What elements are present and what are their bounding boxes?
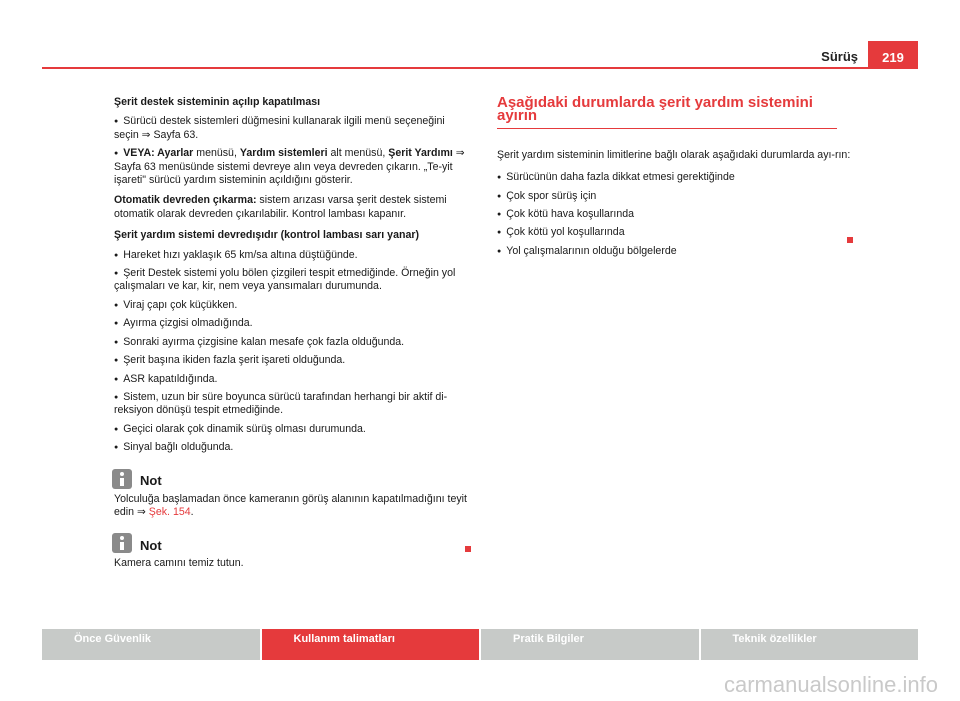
chapter-title: Sürüş bbox=[821, 49, 858, 64]
heading-inactive-conditions: Şerit yardım sistemi devredışıdır (kontrol lambası sarı yanar) bbox=[114, 229, 419, 242]
info-icon bbox=[112, 469, 132, 489]
paragraph-auto-disable: Otomatik devreden çıkarma: sistem arızası varsa şerit destek sistemi otomatik olarak devreden çıkarılabilir. Kontrol lambası kapanır. bbox=[114, 194, 447, 220]
bullet-item: ● Ayırma çizgisi olmadığında. bbox=[114, 317, 467, 330]
figure-link[interactable]: Şek. 154 bbox=[148, 505, 191, 518]
tab-operating-instructions[interactable]: Kullanım talimatları bbox=[262, 629, 480, 660]
note-box bbox=[114, 463, 467, 520]
bullet-item: ● Sürücünün daha fazla dikkat etmesi gerektiğinde bbox=[497, 171, 854, 184]
bullet-item: ● Sürücü destek sistemleri düğmesini kullanarak ilgili menü seçeneğini seçin ⇒ Sayfa 63. bbox=[114, 115, 467, 142]
bullet-item: ● Hareket hızı yaklaşık 65 km/sa altına düştüğünde. bbox=[114, 249, 467, 262]
chapter-nav bbox=[42, 629, 918, 660]
note-title: Not bbox=[140, 537, 162, 553]
tab-practical-info[interactable]: Pratik Bilgiler bbox=[481, 629, 699, 660]
bullet-item: ● ASR kapatıldığında. bbox=[114, 373, 467, 386]
bullet-item: ● Sonraki ayırma çizgisine kalan mesafe çok fazla olduğunda. bbox=[114, 336, 467, 349]
bullet-item: ● Çok kötü yol koşullarında bbox=[497, 226, 854, 239]
bullet-item: ● Yol çalışmalarının olduğu bölgelerde bbox=[497, 245, 854, 258]
section-intro: Şerit yardım sisteminin limitlerine bağlı olarak aşağıdaki durumlarda ayı-rın: bbox=[497, 148, 851, 161]
bullet-item: ● Şerit başına ikiden fazla şerit işareti olduğunda. bbox=[114, 354, 467, 367]
bullet-item: ● Çok kötü hava koşullarında bbox=[497, 208, 854, 221]
page-number: 219 bbox=[868, 41, 918, 67]
note-text: Kamera camını temiz tutun. bbox=[114, 557, 244, 570]
bullet-item: ● Sinyal bağlı olduğunda. bbox=[114, 441, 467, 454]
bullet-item: ● VEYA: Ayarlar menüsü, Yardım sistemleri alt menüsü, Şerit Yardımı ⇒ Sayfa 63 menüsünde sistemi devreye alın veya devreden çıkarın. „Te-yit işareti" sürücü yardım sisteminin açıldığını gösterir. bbox=[114, 147, 467, 187]
tab-technical-data[interactable]: Teknik özellikler bbox=[701, 629, 919, 660]
bullet-item: ● Geçici olarak çok dinamik sürüş olması durumunda. bbox=[114, 423, 467, 436]
section-title: Aşağıdaki durumlarda şerit yardım sistemini ayırın bbox=[497, 96, 837, 129]
note-title: Not bbox=[140, 473, 162, 489]
left-column bbox=[114, 96, 467, 576]
tab-safety[interactable]: Önce Güvenlik bbox=[42, 629, 260, 660]
bullet-item: ● Viraj çapı çok küçükken. bbox=[114, 299, 467, 312]
right-column bbox=[497, 96, 854, 263]
bullet-item: ● Şerit Destek sistemi yolu bölen çizgileri tespit etmediğinde. Örneğin yol çalışmaları ve kar, kir, nem veya yansımaları durumunda. bbox=[114, 267, 467, 294]
header-rule bbox=[42, 67, 918, 69]
bullet-item: ● Çok spor sürüş için bbox=[497, 190, 854, 203]
note-text: Yolculuğa başlamadan önce kameranın görüş alanının kapatılmadığını teyit edin ⇒ Şek. 154. bbox=[114, 492, 467, 518]
bullet-item: ● Sistem, uzun bir süre boyunca sürücü tarafından herhangi bir aktif di-reksiyon dönüşü tespit etmediğinde. bbox=[114, 391, 467, 418]
section-end-marker bbox=[465, 546, 471, 552]
watermark: carmanualsonline.info bbox=[723, 672, 938, 697]
heading-enable-disable: Şerit destek sisteminin açılıp kapatılması bbox=[114, 96, 321, 108]
section-end-marker bbox=[847, 237, 853, 243]
info-icon bbox=[112, 533, 132, 553]
note-box bbox=[114, 527, 467, 570]
